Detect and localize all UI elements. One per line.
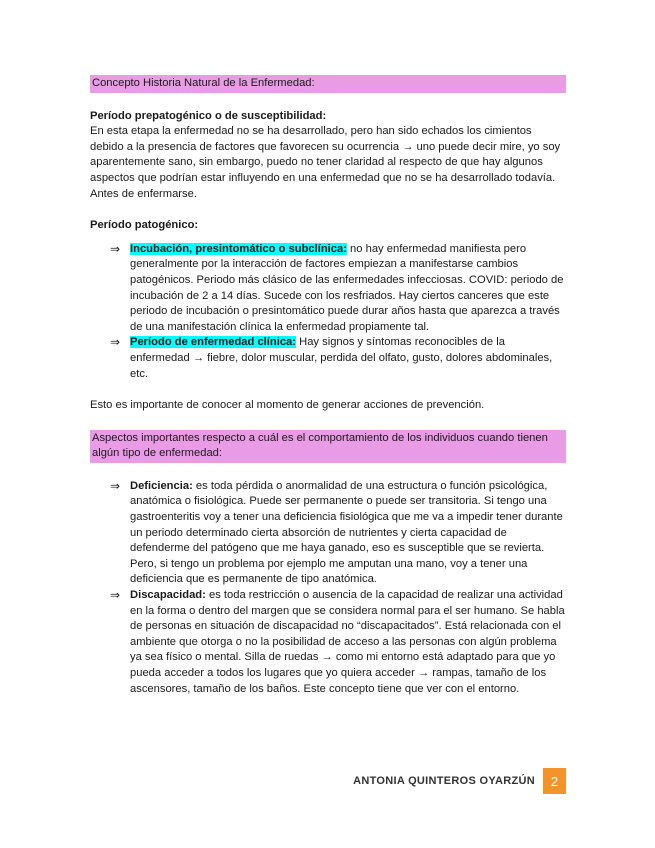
page-number: 2 bbox=[543, 768, 566, 794]
prepatogenic-text: En esta etapa la enfermedad no se ha desarrollado, pero han sido echados los cimientos debido a la presencia de factores que favorecen su ocurrencia → uno puede decir mire, yo soy aparentemente sano, sin embargo, puedo no tener claridad al respecto de que hay algunos aspectos que podrían estar influyendo en una enfermedad que no se ha desarrollado todavía. Antes de enfermarse. bbox=[90, 125, 561, 200]
term-enfermedad-clinica-text: Hay signos y síntomas reconocibles de la enfermedad → fiebre, dolor muscular, perdida del olfato, gusto, dolores abdominales, etc. bbox=[130, 336, 553, 380]
term-enfermedad-clinica: Período de enfermedad clínica: bbox=[130, 336, 296, 349]
page-footer bbox=[0, 768, 566, 794]
term-incubacion: Incubación, presintomático o subclínica: bbox=[130, 242, 347, 255]
list-item bbox=[90, 588, 566, 697]
list-item bbox=[90, 479, 566, 588]
patogenic-list bbox=[90, 242, 566, 382]
aspects-header: Aspectos importantes respecto a cuál es el comportamiento de los individuos cuando tienen algún tipo de enfermedad: bbox=[90, 430, 566, 463]
list-item bbox=[90, 242, 566, 336]
list-item bbox=[90, 335, 566, 382]
footer-author: ANTONIA QUINTEROS OYARZÚN bbox=[353, 775, 535, 787]
concept-header: Concepto Historia Natural de la Enfermedad: bbox=[90, 75, 566, 93]
aspects-list bbox=[90, 479, 566, 697]
term-deficiencia: Deficiencia: bbox=[130, 479, 193, 492]
term-incubacion-text: no hay enfermedad manifiesta pero generalmente por la interacción de factores empiezan a manifestarse cambios patogénicos. Periodo más clásico de las enfermedades infecciosas. COVID: periodo de incubación de 2 a 14 días. Sucede con los resfriados. Hay ciertos canceres que este periodo de incubación o presintomático puede durar años hasta que aparezca a través de una manifestación clínica la enfermedad propiamente tal. bbox=[130, 242, 564, 333]
term-discapacidad: Discapacidad: bbox=[130, 589, 206, 602]
prepatogenic-title: Período prepatogénico o de susceptibilidad: bbox=[90, 109, 327, 122]
document-body bbox=[90, 75, 566, 697]
term-deficiencia-text: es toda pérdida o anormalidad de una estructura o función psicológica, anatómica o fisiológica. Puede ser permanente o puede ser transitoria. Si tengo una gastroenteritis voy a tener una deficiencia fisiológica que me va a impedir tener durante un periodo determinado cierta absorción de nutrientes y cierta capacidad de defenderme del patógeno que me haya ganado, eso es susceptible que se revierta. Pero, si tengo un problema por ejemplo me amputan una mano, voy a tener una deficiencia que es permanente de tipo anatómica. bbox=[130, 479, 563, 586]
term-discapacidad-text: es toda restricción o ausencia de la capacidad de realizar una actividad en la forma o dentro del margen que se considera normal para el ser humano. Se habla de personas en situación de discapacidad no “discapacitados”. Está relacionada con el ambiente que otorga o no la posibilidad de acceso a las personas con algún problema ya sea físico o mental. Silla de ruedas → como mi entorno está adaptado para que yo pueda acceder a todos los lugares que yo quiera acceder → rampas, tamaño de los ascensores, tamaño de los baños. Este concepto tiene que ver con el entorno. bbox=[130, 589, 565, 695]
double-arrow-icon: ⇒ bbox=[110, 241, 121, 256]
double-arrow-icon: ⇒ bbox=[110, 588, 121, 603]
prevention-note: Esto es importante de conocer al momento de generar acciones de prevención. bbox=[90, 399, 485, 412]
patogenic-title: Período patogénico: bbox=[90, 219, 199, 232]
double-arrow-icon: ⇒ bbox=[110, 335, 121, 350]
double-arrow-icon: ⇒ bbox=[110, 478, 121, 493]
